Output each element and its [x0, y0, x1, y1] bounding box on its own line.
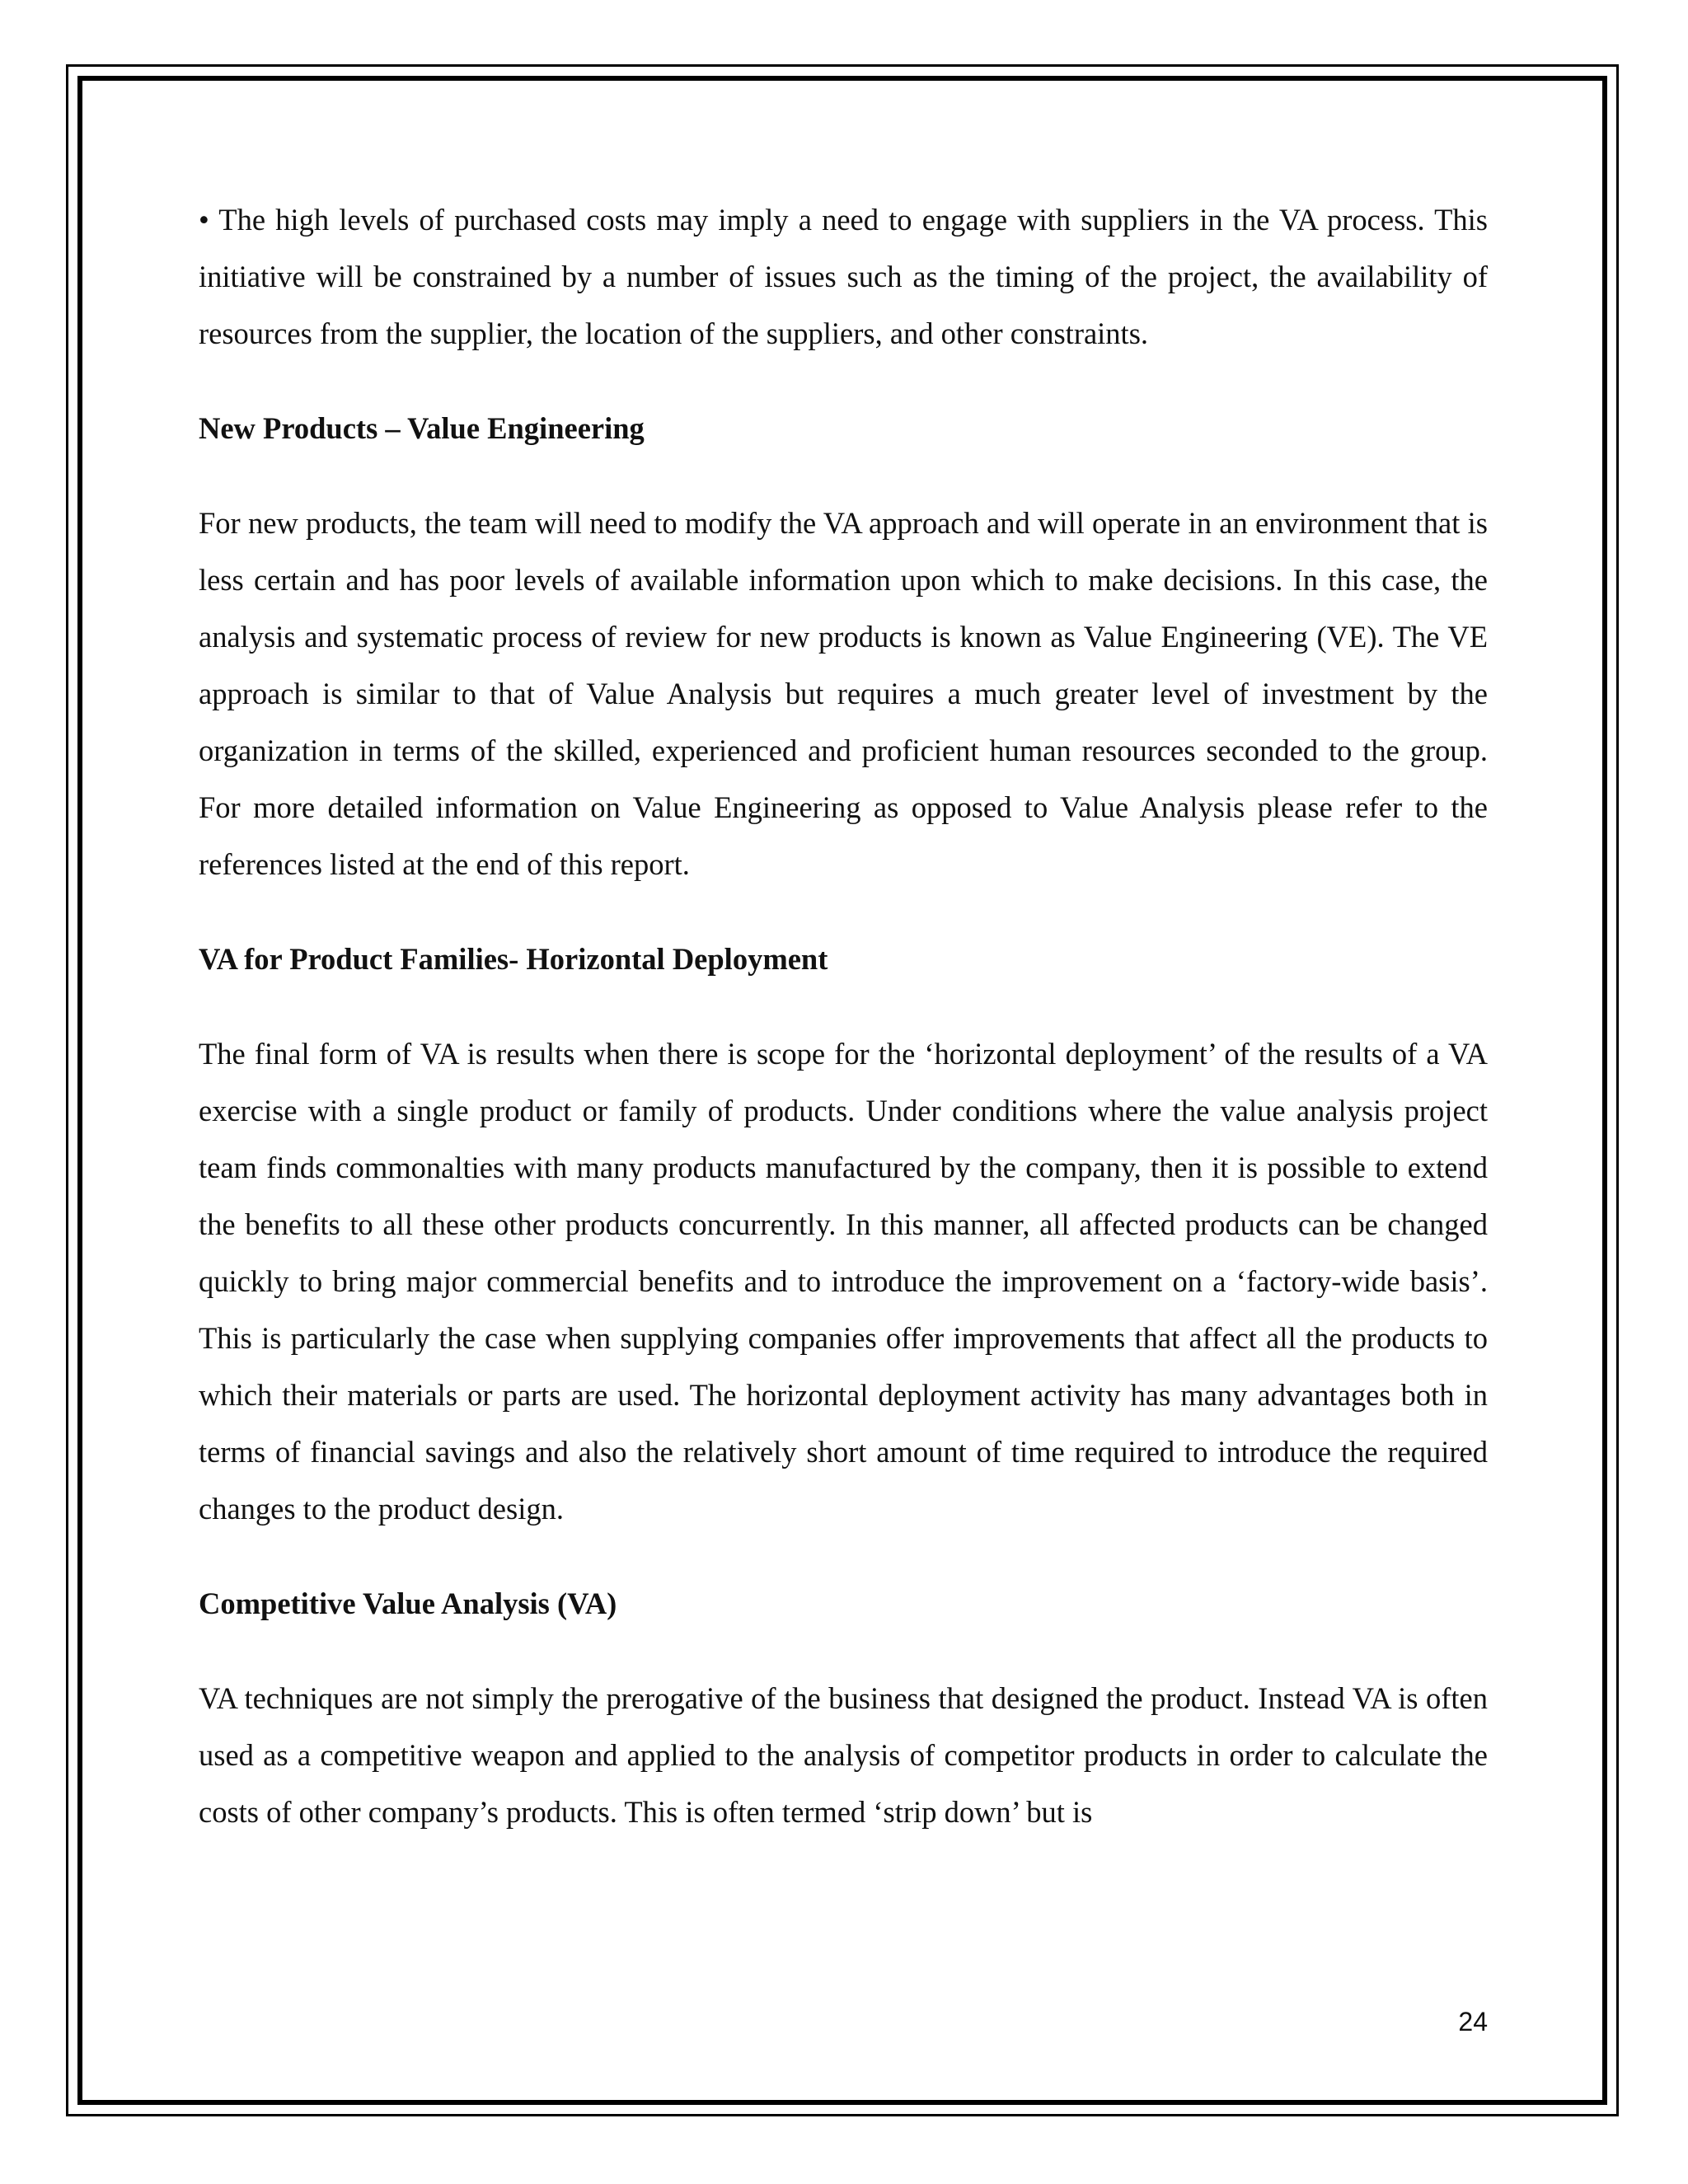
- page-number: 24: [1458, 2007, 1488, 2036]
- document-body: [199, 191, 1488, 1840]
- heading-competitive-va: Competitive Value Analysis (VA): [199, 1586, 617, 1620]
- bullet-paragraph-purchased-costs: • The high levels of purchased costs may imply a need to engage with suppliers in the VA process. This initiative will be constrained by a number of issues such as the timing of the project, the availability of resources from the supplier, the location of the suppliers, and other constraints.: [199, 203, 1488, 350]
- heading-new-products: New Products – Value Engineering: [199, 411, 645, 445]
- paragraph-competitive-va: VA techniques are not simply the prerogative of the business that designed the product. Instead VA is often used as a competitive weapon and applied to the analysis of competitor products in order to calculate the costs of other company’s products. This is often termed ‘strip down’ but is: [199, 1681, 1488, 1829]
- heading-product-families: VA for Product Families- Horizontal Deployment: [199, 942, 828, 976]
- paragraph-value-engineering: For new products, the team will need to modify the VA approach and will operate in an environment that is less certain and has poor levels of available information upon which to make decisions. In this case, the analysis and systematic process of review for new products is known as Value Engineering (VE). The VE approach is similar to that of Value Analysis but requires a much greater level of investment by the organization in terms of the skilled, experienced and proficient human resources seconded to the group. For more detailed information on Value Engineering as opposed to Value Analysis please refer to the references listed at the end of this report.: [199, 506, 1488, 881]
- paragraph-horizontal-deployment: The final form of VA is results when there is scope for the ‘horizontal deployment’ of the results of a VA exercise with a single product or family of products. Under conditions where the value analysis project team finds commonalties with many products manufactured by the company, then it is possible to extend the benefits to all these other products concurrently. In this manner, all affected products can be changed quickly to bring major commercial benefits and to introduce the improvement on a ‘factory-wide basis’. This is particularly the case when supplying companies offer improvements that affect all the products to which their materials or parts are used. The horizontal deployment activity has many advantages both in terms of financial savings and also the relatively short amount of time required to introduce the required changes to the product design.: [199, 1037, 1488, 1526]
